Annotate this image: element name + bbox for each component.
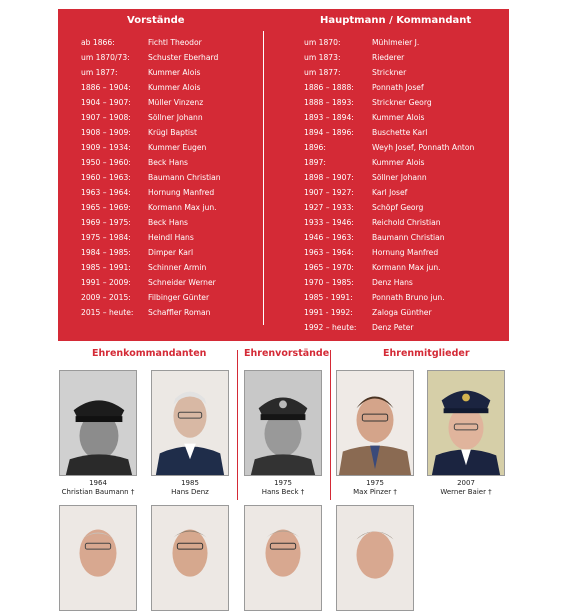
caption-year: 1975 xyxy=(274,479,292,487)
term-years: 2009 – 2015: xyxy=(81,293,131,302)
term-years: 1893 – 1894: xyxy=(304,113,354,122)
person-name: Filbinger Günter xyxy=(148,293,210,302)
term-years: um 1877: xyxy=(81,68,118,77)
portrait-photo xyxy=(336,370,414,476)
person-name: Mühlmeier J. xyxy=(372,38,420,47)
term-years: 1965 – 1969: xyxy=(81,203,131,212)
term-years: ab 1866: xyxy=(81,38,115,47)
caption-year: 2007 xyxy=(457,479,475,487)
term-years: 1969 – 1975: xyxy=(81,218,131,227)
person-name: Hornung Manfred xyxy=(372,248,439,257)
caption-year: 1985 xyxy=(181,479,199,487)
person-name: Kormann Max jun. xyxy=(372,263,441,272)
person-name: Ponnath Josef xyxy=(372,83,424,92)
term-years: 1907 – 1908: xyxy=(81,113,131,122)
term-years: 1965 – 1970: xyxy=(304,263,354,272)
term-years: 1950 – 1960: xyxy=(81,158,131,167)
term-years: 1992 – heute: xyxy=(304,323,357,332)
term-years: 1888 – 1893: xyxy=(304,98,354,107)
person-name: Ponnath Bruno jun. xyxy=(372,293,445,302)
person-name: Müller Vinzenz xyxy=(148,98,204,107)
portrait-photo xyxy=(59,370,137,476)
person-name: Hornung Manfred xyxy=(148,188,215,197)
person-name: Beck Hans xyxy=(148,158,189,167)
person-name: Buschette Karl xyxy=(372,128,428,137)
person-name: Baumann Christian xyxy=(148,173,221,182)
person-name: Heindl Hans xyxy=(148,233,194,242)
portrait-photo xyxy=(336,505,414,611)
person-name: Karl Josef xyxy=(372,188,408,197)
person-name: Weyh Josef, Ponnath Anton xyxy=(372,143,475,152)
ehrenkommandanten-heading: Ehrenkommandanten xyxy=(92,348,207,359)
term-years: 1907 – 1927: xyxy=(304,188,354,197)
person-name: Söllner Johann xyxy=(148,113,203,122)
person-name: Beck Hans xyxy=(148,218,189,227)
term-years: 1960 – 1963: xyxy=(81,173,131,182)
term-years: 1985 - 1991: xyxy=(304,293,353,302)
kommandanten-heading: Hauptmann / Kommandant xyxy=(320,15,472,26)
term-years: 1970 – 1985: xyxy=(304,278,354,287)
portrait-photo xyxy=(244,505,322,611)
person-name: Kummer Alois xyxy=(372,113,425,122)
person-name: Strickner xyxy=(372,68,407,77)
person-name: Dimper Karl xyxy=(148,248,194,257)
section-divider-right xyxy=(330,350,331,500)
term-years: 1886 – 1904: xyxy=(81,83,131,92)
person-name: Krügl Baptist xyxy=(148,128,197,137)
person-name: Schinner Armin xyxy=(148,263,207,272)
term-years: um 1870/73: xyxy=(81,53,130,62)
person-name: Schuster Eberhard xyxy=(148,53,219,62)
caption-name: Max Pinzer † xyxy=(353,488,397,496)
caption-name: Werner Baier † xyxy=(440,488,492,496)
term-years: 1886 – 1888: xyxy=(304,83,354,92)
portrait-photo xyxy=(244,370,322,476)
term-years: 1909 – 1934: xyxy=(81,143,131,152)
term-years: 1927 – 1933: xyxy=(304,203,354,212)
term-years: 1898 – 1907: xyxy=(304,173,354,182)
caption-year: 1964 xyxy=(89,479,107,487)
term-years: 1963 – 1964: xyxy=(304,248,354,257)
person-name: Riederer xyxy=(372,53,405,62)
term-years: 1904 – 1907: xyxy=(81,98,131,107)
caption-name: Hans Beck † xyxy=(261,488,305,496)
portrait-photo xyxy=(151,505,229,611)
term-years: um 1877: xyxy=(304,68,341,77)
person-name: Reichold Christian xyxy=(372,218,441,227)
person-name: Söllner Johann xyxy=(372,173,427,182)
portrait-photo xyxy=(59,505,137,611)
person-name: Kummer Alois xyxy=(148,68,201,77)
term-years: 1963 – 1964: xyxy=(81,188,131,197)
term-years: 1897: xyxy=(304,158,326,167)
person-name: Fichtl Theodor xyxy=(148,38,202,47)
portrait-photo xyxy=(151,370,229,476)
caption-name: Hans Denz xyxy=(171,488,209,496)
term-years: 1896: xyxy=(304,143,326,152)
person-name: Denz Peter xyxy=(372,323,414,332)
term-years: 1991 – 2009: xyxy=(81,278,131,287)
term-years: um 1870: xyxy=(304,38,341,47)
term-years: 1894 – 1896: xyxy=(304,128,354,137)
person-name: Strickner Georg xyxy=(372,98,432,107)
person-name: Kormann Max jun. xyxy=(148,203,217,212)
person-name: Baumann Christian xyxy=(372,233,445,242)
term-years: 1984 – 1985: xyxy=(81,248,131,257)
ehrenvorstaende-heading: Ehrenvorstände xyxy=(244,348,330,359)
column-divider xyxy=(263,31,264,325)
section-divider-left xyxy=(237,350,238,500)
person-name: Schöpf Georg xyxy=(372,203,424,212)
term-years: 1946 – 1963: xyxy=(304,233,354,242)
term-years: um 1873: xyxy=(304,53,341,62)
term-years: 1991 - 1992: xyxy=(304,308,353,317)
officials-panel xyxy=(58,9,509,341)
term-years: 1975 – 1984: xyxy=(81,233,131,242)
caption-year: 1975 xyxy=(366,479,384,487)
term-years: 1933 – 1946: xyxy=(304,218,354,227)
person-name: Zaloga Günther xyxy=(372,308,432,317)
portrait-photo xyxy=(427,370,505,476)
term-years: 1985 – 1991: xyxy=(81,263,131,272)
person-name: Schneider Werner xyxy=(148,278,216,287)
person-name: Kummer Alois xyxy=(148,83,201,92)
caption-name: Christian Baumann † xyxy=(61,488,135,496)
person-name: Denz Hans xyxy=(372,278,413,287)
ehrenmitglieder-heading: Ehrenmitglieder xyxy=(383,348,470,359)
term-years: 2015 – heute: xyxy=(81,308,134,317)
portrait-caption xyxy=(411,479,521,497)
term-years: 1908 – 1909: xyxy=(81,128,131,137)
person-name: Kummer Alois xyxy=(372,158,425,167)
person-name: Kummer Eugen xyxy=(148,143,207,152)
person-name: Schaffler Roman xyxy=(148,308,211,317)
vorstaende-heading: Vorstände xyxy=(127,15,185,26)
